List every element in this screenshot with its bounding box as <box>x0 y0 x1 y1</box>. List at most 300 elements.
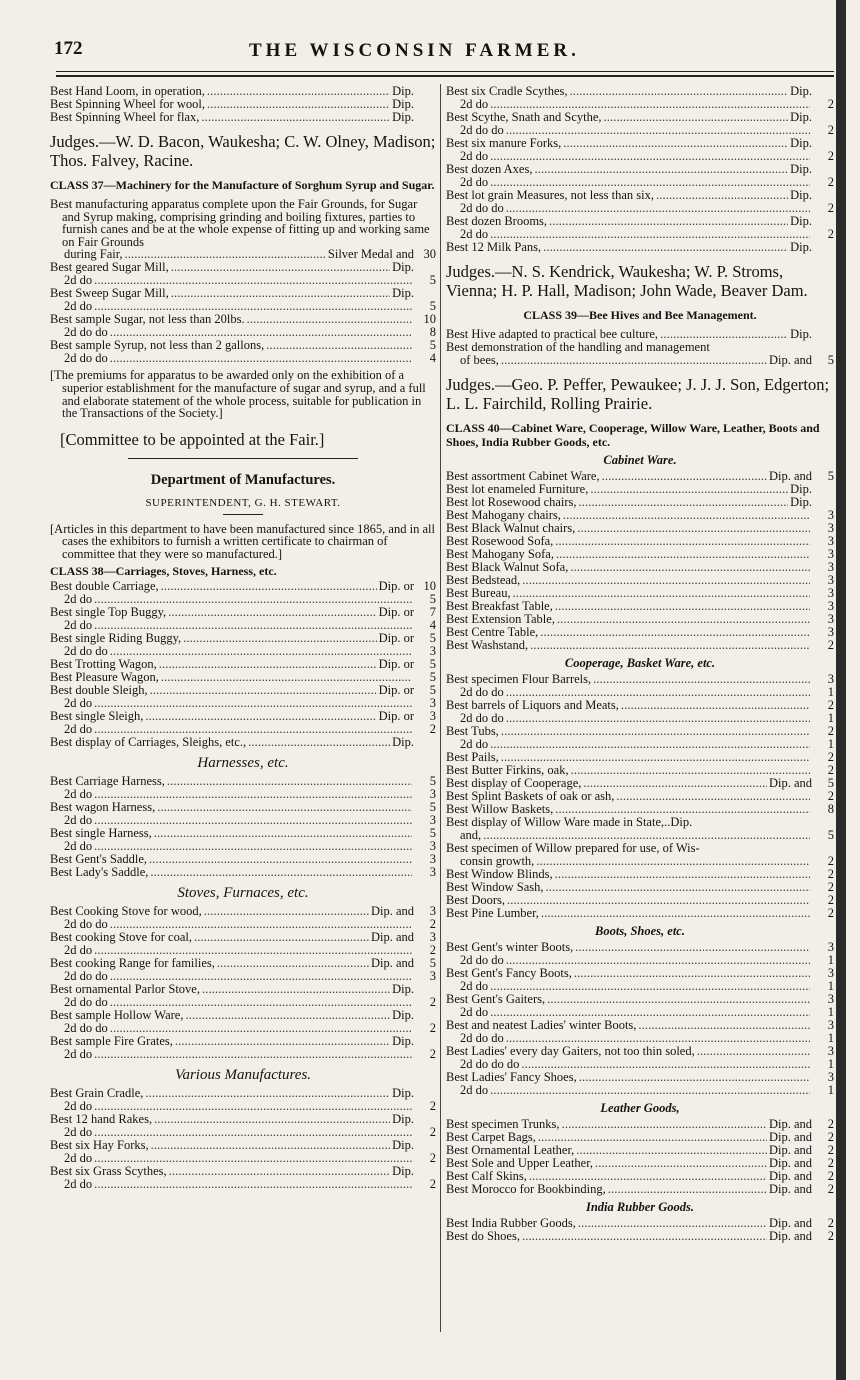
committee-note: [Committee to be appointed at the Fair.] <box>60 429 325 449</box>
entry-amount: 5 <box>429 683 436 697</box>
leader-dots <box>536 855 810 868</box>
entry-label: 2d do <box>460 176 489 189</box>
leader-dots <box>169 1165 390 1178</box>
entry-label: Best Hand Loom, in operation, <box>50 85 205 98</box>
leader-dots <box>150 684 377 697</box>
running-header <box>54 38 834 68</box>
premium-entry <box>446 535 834 548</box>
entry-label: 2d do <box>64 839 93 853</box>
top-entries-left <box>50 85 436 124</box>
entry-amount: 2 <box>827 1157 834 1170</box>
entry-amount: 3 <box>827 1071 834 1084</box>
leader-dots <box>546 881 810 894</box>
entry-label: 2d do do <box>64 995 108 1009</box>
leader-dots <box>570 85 789 98</box>
premium-entry <box>50 658 436 671</box>
entry-label: Best Willow Baskets, <box>446 803 554 816</box>
leader-dots <box>94 788 412 801</box>
entry-label: Best cooking Stove for coal, <box>50 930 192 944</box>
leader-dots <box>506 954 810 967</box>
judges-various: Judges.—N. S. Kendrick, Waukesha; W. P. Stroms, Vienna; H. P. Hall, Madison; John Wade, Beaver Dam. <box>446 262 808 300</box>
entry-label: Best Window Sash, <box>446 881 544 894</box>
entry-label: Best Carpet Bags, <box>446 1131 536 1144</box>
entry-label: Best Pails, <box>446 751 499 764</box>
entry-label: Best dozen Brooms, <box>446 215 548 228</box>
leader-dots <box>507 894 810 907</box>
entry-label: 2d do do <box>64 1021 108 1035</box>
premium-entry <box>446 626 834 639</box>
entry-label: Best Carriage Harness, <box>50 774 165 788</box>
leader-dots <box>94 274 412 287</box>
premium-entry <box>446 85 834 98</box>
premium-entry <box>50 814 436 827</box>
cooperage-heading: Cooperage, Basket Ware, etc. <box>564 656 716 670</box>
premium-entry <box>446 202 834 215</box>
entry-amount: 2 <box>827 150 834 163</box>
premium-entry <box>446 613 834 626</box>
rubber-heading: India Rubber Goods. <box>585 1200 694 1214</box>
entry-label: 2d do do <box>64 352 108 366</box>
leader-dots <box>94 593 412 606</box>
entry-amount: 4 <box>429 618 436 632</box>
premium-entry <box>446 483 834 496</box>
entry-label: of bees, <box>460 354 499 367</box>
entry-label: Best display of Carriages, Sleighs, etc., <box>50 735 247 749</box>
entry-label: Best Tubs, <box>446 725 499 738</box>
entry-amount: 2 <box>429 1151 436 1165</box>
leader-dots <box>194 931 369 944</box>
leader-dots <box>94 697 412 710</box>
entry-label: Best demonstration of the handling and management <box>446 341 710 354</box>
leader-dots <box>522 574 810 587</box>
leader-dots <box>549 215 788 228</box>
leader-dots <box>555 600 810 613</box>
left-column <box>50 85 436 1191</box>
entry-amount: 3 <box>827 993 834 1006</box>
premium-entry <box>50 736 436 749</box>
entry-amount: 5 <box>429 339 436 353</box>
entry-label: Best Centre Table, <box>446 626 539 639</box>
entry-award: Dip. and <box>768 777 812 790</box>
entry-amount: 3 <box>429 709 436 723</box>
leader-dots <box>506 686 810 699</box>
entry-amount: 3 <box>827 1045 834 1058</box>
column-divider <box>440 84 441 1332</box>
entry-label: 2d do <box>64 300 93 314</box>
entry-amount: 2 <box>827 907 834 920</box>
leader-dots <box>697 1045 810 1058</box>
leader-dots <box>556 548 810 561</box>
willow-display-line2 <box>446 829 834 842</box>
leader-dots <box>583 777 767 790</box>
leader-dots <box>94 619 412 632</box>
leader-dots <box>530 639 810 652</box>
leader-dots <box>217 957 369 970</box>
entry-award: Dip. and <box>768 1157 812 1170</box>
premium-entry <box>50 1022 436 1035</box>
entry-award: Dip. or <box>378 605 414 619</box>
entry-label: 2d do <box>64 618 93 632</box>
entry-amount: 3 <box>827 522 834 535</box>
leader-dots <box>94 1048 412 1061</box>
leader-dots <box>150 866 412 879</box>
premium-entry <box>446 686 834 699</box>
leader-dots <box>506 712 810 725</box>
entry-label: Best Calf Skins, <box>446 1170 527 1183</box>
leader-dots <box>175 1035 390 1048</box>
premium-entry <box>446 881 834 894</box>
premium-entry <box>50 1113 436 1126</box>
premium-entry <box>446 600 834 613</box>
entry-award: Dip. or <box>378 683 414 697</box>
entry-amount: 3 <box>827 587 834 600</box>
premium-entry <box>446 712 834 725</box>
right-column <box>446 85 834 1243</box>
leader-dots <box>593 673 810 686</box>
entry-label: 2d do <box>460 738 489 751</box>
leader-dots <box>207 98 390 111</box>
leader-dots <box>183 632 376 645</box>
entry-amount: 3 <box>429 852 436 866</box>
entry-label: Best Butter Firkins, oak, <box>446 764 569 777</box>
entry-amount: 2 <box>827 894 834 907</box>
entry-label: Best Window Blinds, <box>446 868 553 881</box>
leader-dots <box>171 261 390 274</box>
premium-entry <box>446 1006 834 1019</box>
leader-dots <box>151 1139 391 1152</box>
boots-entries <box>446 941 834 1097</box>
entry-label: Best lot Rosewood chairs, <box>446 496 577 509</box>
entry-amount: 2 <box>429 1177 436 1191</box>
premium-entry <box>446 163 834 176</box>
harnesses-entries <box>50 775 436 879</box>
leader-dots <box>575 941 810 954</box>
premium-entry <box>446 751 834 764</box>
entry-label: Best Spinning Wheel for flax, <box>50 111 200 124</box>
entry-amount: 3 <box>429 644 436 658</box>
leader-dots <box>94 814 412 827</box>
entry-amount: 2 <box>429 995 436 1009</box>
entry-label: during Fair, <box>64 248 123 262</box>
leader-dots <box>490 176 810 189</box>
entry-award: Dip. <box>790 241 812 254</box>
leader-dots <box>171 287 390 300</box>
class37-intro: Best manufacturing apparatus complete upon the Fair Grounds, for Sugar and Syrup making, comprising grinding and boiling fixtures, parties to furnish canes and be at the whole expense of fitting up and working same on Fair Grounds <box>50 197 430 249</box>
entry-amount: 3 <box>429 839 436 853</box>
premium-entry <box>50 261 436 274</box>
entry-label: Best Pleasure Wagon, <box>50 670 159 684</box>
premium-entry <box>446 354 834 367</box>
leader-dots <box>490 1084 810 1097</box>
entry-amount: 2 <box>827 1170 834 1183</box>
entry-label: Best specimen Flour Barrels, <box>446 673 592 686</box>
premium-entry <box>50 1009 436 1022</box>
superintendent: SUPERINTENDENT, G. H. STEWART. <box>145 496 341 509</box>
entry-amount: 7 <box>429 605 436 619</box>
premium-entry <box>446 764 834 777</box>
entry-label: 2d do <box>64 1151 93 1165</box>
entry-label: Best Trotting Wagon, <box>50 657 157 671</box>
entry-label: Best specimen Trunks, <box>446 1118 560 1131</box>
entry-amount: 1 <box>827 1084 834 1097</box>
leader-dots <box>602 470 767 483</box>
entry-amount: 3 <box>827 673 834 686</box>
entry-amount: 1 <box>827 954 834 967</box>
leader-dots <box>110 352 412 365</box>
premium-entry <box>50 684 436 697</box>
entry-label: Best Doors, <box>446 894 506 907</box>
entry-amount: 5 <box>827 470 834 483</box>
entry-amount: 2 <box>827 725 834 738</box>
header-rule-thin <box>56 71 834 72</box>
leader-dots <box>576 1144 767 1157</box>
entry-amount: 5 <box>827 777 834 790</box>
leader-dots <box>604 111 789 124</box>
entry-amount: 5 <box>429 657 436 671</box>
entry-label: Best Spinning Wheel for wool, <box>50 98 205 111</box>
leader-dots <box>110 996 412 1009</box>
entry-label: Best 12 hand Rakes, <box>50 1112 153 1126</box>
entry-amount: 3 <box>827 574 834 587</box>
entry-label: Best Gent's Gaiters, <box>446 993 546 1006</box>
premium-entry <box>446 176 834 189</box>
entry-award: Dip. <box>790 189 812 202</box>
entry-award: Silver Medal and <box>327 248 414 262</box>
leader-dots <box>579 496 789 509</box>
leader-dots <box>521 1058 810 1071</box>
entry-amount: 3 <box>827 535 834 548</box>
entry-amount: 2 <box>429 1125 436 1139</box>
premium-entry <box>50 866 436 879</box>
leader-dots <box>595 1157 767 1170</box>
entry-amount: 3 <box>827 1019 834 1032</box>
leader-dots <box>616 790 810 803</box>
department-title: Department of Manufactures. <box>150 471 336 488</box>
leader-dots <box>159 658 377 671</box>
entry-label: Best Breakfast Table, <box>446 600 553 613</box>
entry-label: Best six Grass Scythes, <box>50 1164 167 1178</box>
entry-award: Dip. <box>392 1034 414 1048</box>
premium-entry <box>50 339 436 352</box>
class37-intro-last <box>50 248 436 261</box>
leader-dots <box>529 1170 767 1183</box>
entry-amount: 3 <box>429 904 436 918</box>
premium-entry <box>50 827 436 840</box>
entry-award: Dip. and <box>370 956 414 970</box>
leader-dots <box>94 1126 412 1139</box>
premium-entry <box>446 137 834 150</box>
premium-entry <box>50 723 436 736</box>
leader-dots <box>110 918 412 931</box>
entry-label: Best Washstand, <box>446 639 529 652</box>
premium-entry <box>50 775 436 788</box>
entry-amount: 1 <box>827 980 834 993</box>
willow-display-line1 <box>446 816 834 829</box>
leader-dots <box>490 98 810 111</box>
harnesses-heading: Harnesses, etc. <box>197 754 289 771</box>
premium-entry <box>50 300 436 313</box>
premium-entry <box>446 522 834 535</box>
leader-dots <box>621 699 810 712</box>
entry-amount: 3 <box>827 600 834 613</box>
entry-amount: 3 <box>827 509 834 522</box>
entry-label: Best Scythe, Snath and Scythe, <box>446 111 602 124</box>
leader-dots <box>247 313 412 326</box>
entry-award: Dip. and <box>768 1230 812 1243</box>
entry-amount: 3 <box>827 626 834 639</box>
entry-label: Best assortment Cabinet Ware, <box>446 470 600 483</box>
premium-entry <box>446 548 834 561</box>
leader-dots <box>590 483 788 496</box>
leader-dots <box>483 829 810 842</box>
premium-entry <box>50 697 436 710</box>
premium-entry <box>50 996 436 1009</box>
premium-entry <box>446 1118 834 1131</box>
leader-dots <box>149 853 412 866</box>
premium-entry <box>446 215 834 228</box>
leader-dots <box>145 1087 390 1100</box>
premium-entry <box>50 853 436 866</box>
entry-label: 2d do <box>64 943 93 957</box>
premium-entry <box>50 840 436 853</box>
entry-label: Best Gent's winter Boots, <box>446 941 574 954</box>
entry-award: Dip. <box>790 111 812 124</box>
leader-dots <box>660 328 788 341</box>
premium-entry <box>50 1126 436 1139</box>
entry-amount: 5 <box>429 956 436 970</box>
entry-amount: 3 <box>429 930 436 944</box>
premium-entry <box>446 1157 834 1170</box>
entry-amount: 5 <box>429 670 436 684</box>
entry-amount: 2 <box>827 124 834 137</box>
entry-label: Best and neatest Ladies' winter Boots, <box>446 1019 637 1032</box>
entry-amount: 5 <box>429 800 436 814</box>
leader-dots <box>201 111 390 124</box>
premium-entry <box>446 1019 834 1032</box>
entry-label: Best display of Willow Ware made in State,..Dip. <box>446 816 693 829</box>
entry-award: Dip. or <box>378 631 414 645</box>
premium-entry <box>446 1144 834 1157</box>
premium-entry <box>446 868 834 881</box>
class39-entries <box>446 328 834 367</box>
premium-entry <box>446 111 834 124</box>
entry-award: Dip. <box>392 1086 414 1100</box>
entry-amount: 5 <box>429 592 436 606</box>
leader-dots <box>490 1006 810 1019</box>
entry-award: Dip. and <box>768 470 812 483</box>
premium-entry <box>446 587 834 600</box>
leader-dots <box>563 509 810 522</box>
entry-amount: 5 <box>429 631 436 645</box>
entry-amount: 2 <box>827 868 834 881</box>
entry-label: 2d do do <box>64 644 108 658</box>
leader-dots <box>161 580 377 593</box>
entry-amount: 5 <box>429 274 436 288</box>
leader-dots <box>506 124 810 137</box>
leader-dots <box>207 85 390 98</box>
premium-entry <box>50 1035 436 1048</box>
leader-dots <box>110 1022 412 1035</box>
leader-dots <box>513 587 810 600</box>
leader-dots <box>555 868 810 881</box>
entry-amount: 2 <box>429 1047 436 1061</box>
premium-entry <box>446 1183 834 1196</box>
premium-entry <box>50 918 436 931</box>
entry-amount: 2 <box>429 1021 436 1035</box>
entry-amount: 2 <box>827 1217 834 1230</box>
entry-label: Best sample Sugar, not less than 20lbs. <box>50 313 245 327</box>
stoves-heading: Stoves, Furnaces, etc. <box>177 884 309 901</box>
entry-label: 2d do <box>460 1006 489 1019</box>
entry-amount: 3 <box>429 696 436 710</box>
entry-amount: 3 <box>429 787 436 801</box>
leader-dots <box>145 710 376 723</box>
premium-entry <box>446 1170 834 1183</box>
entry-label: Best single Riding Buggy, <box>50 631 182 645</box>
leader-dots <box>94 1152 412 1165</box>
premium-entry <box>50 788 436 801</box>
entry-amount: 2 <box>827 176 834 189</box>
leader-dots <box>557 613 810 626</box>
leader-dots <box>538 1131 767 1144</box>
entry-amount: 5 <box>827 354 834 367</box>
entry-label: Best do Shoes, <box>446 1230 520 1243</box>
premium-entry <box>446 1032 834 1045</box>
leader-dots <box>540 626 810 639</box>
class37-heading: CLASS 37—Machinery for the Manufacture of Sorghum Syrup and Sugar. <box>50 178 435 192</box>
entry-label: 2d do <box>460 228 489 241</box>
entry-amount: 1 <box>827 712 834 725</box>
entry-label: Best display of Cooperage, <box>446 777 582 790</box>
entry-award: Dip. <box>790 163 812 176</box>
short-rule <box>223 514 263 515</box>
leader-dots <box>110 970 412 983</box>
entry-award: Dip. <box>392 98 414 111</box>
premium-entry <box>50 983 436 996</box>
willow-spec-line2 <box>446 855 834 868</box>
entry-amount: 2 <box>827 202 834 215</box>
entry-label: Best Gent's Saddle, <box>50 852 148 866</box>
class38-heading: CLASS 38—Carriages, Stoves, Harness, etc. <box>50 563 277 578</box>
entry-label: Best Rosewood Sofa, <box>446 535 554 548</box>
leader-dots <box>185 1009 390 1022</box>
journal-title: THE WISCONSIN FARMER. <box>249 40 580 61</box>
entry-label: 2d do do <box>460 1032 504 1045</box>
leader-dots <box>571 764 810 777</box>
entry-award: Dip. and <box>768 1183 812 1196</box>
judges-class36: Judges.—W. D. Bacon, Waukesha; C. W. Olney, Madison; Thos. Falvey, Racine. <box>50 132 436 170</box>
entry-label: Best Splint Baskets of oak or ash, <box>446 790 615 803</box>
entry-label: 2d do <box>64 274 93 288</box>
entry-label: Best Morocco for Bookbinding, <box>446 1183 606 1196</box>
leader-dots <box>562 1118 767 1131</box>
leader-dots <box>490 980 810 993</box>
entry-amount: 1 <box>827 738 834 751</box>
entry-award: Dip. and <box>370 904 414 918</box>
entry-amount: 3 <box>827 941 834 954</box>
entry-label: Best geared Sugar Mill, <box>50 261 169 275</box>
entry-amount: 1 <box>827 1058 834 1071</box>
entry-label: 2d do <box>64 1099 93 1113</box>
leader-dots <box>266 339 412 352</box>
entry-label: Best Ladies' every day Gaiters, not too thin soled, <box>446 1045 695 1058</box>
premium-entry <box>446 228 834 241</box>
premium-entry <box>446 1045 834 1058</box>
entry-award: Dip. <box>392 1008 414 1022</box>
premium-entry <box>50 313 436 326</box>
premium-entry <box>50 1087 436 1100</box>
entry-amount: 8 <box>429 326 436 340</box>
